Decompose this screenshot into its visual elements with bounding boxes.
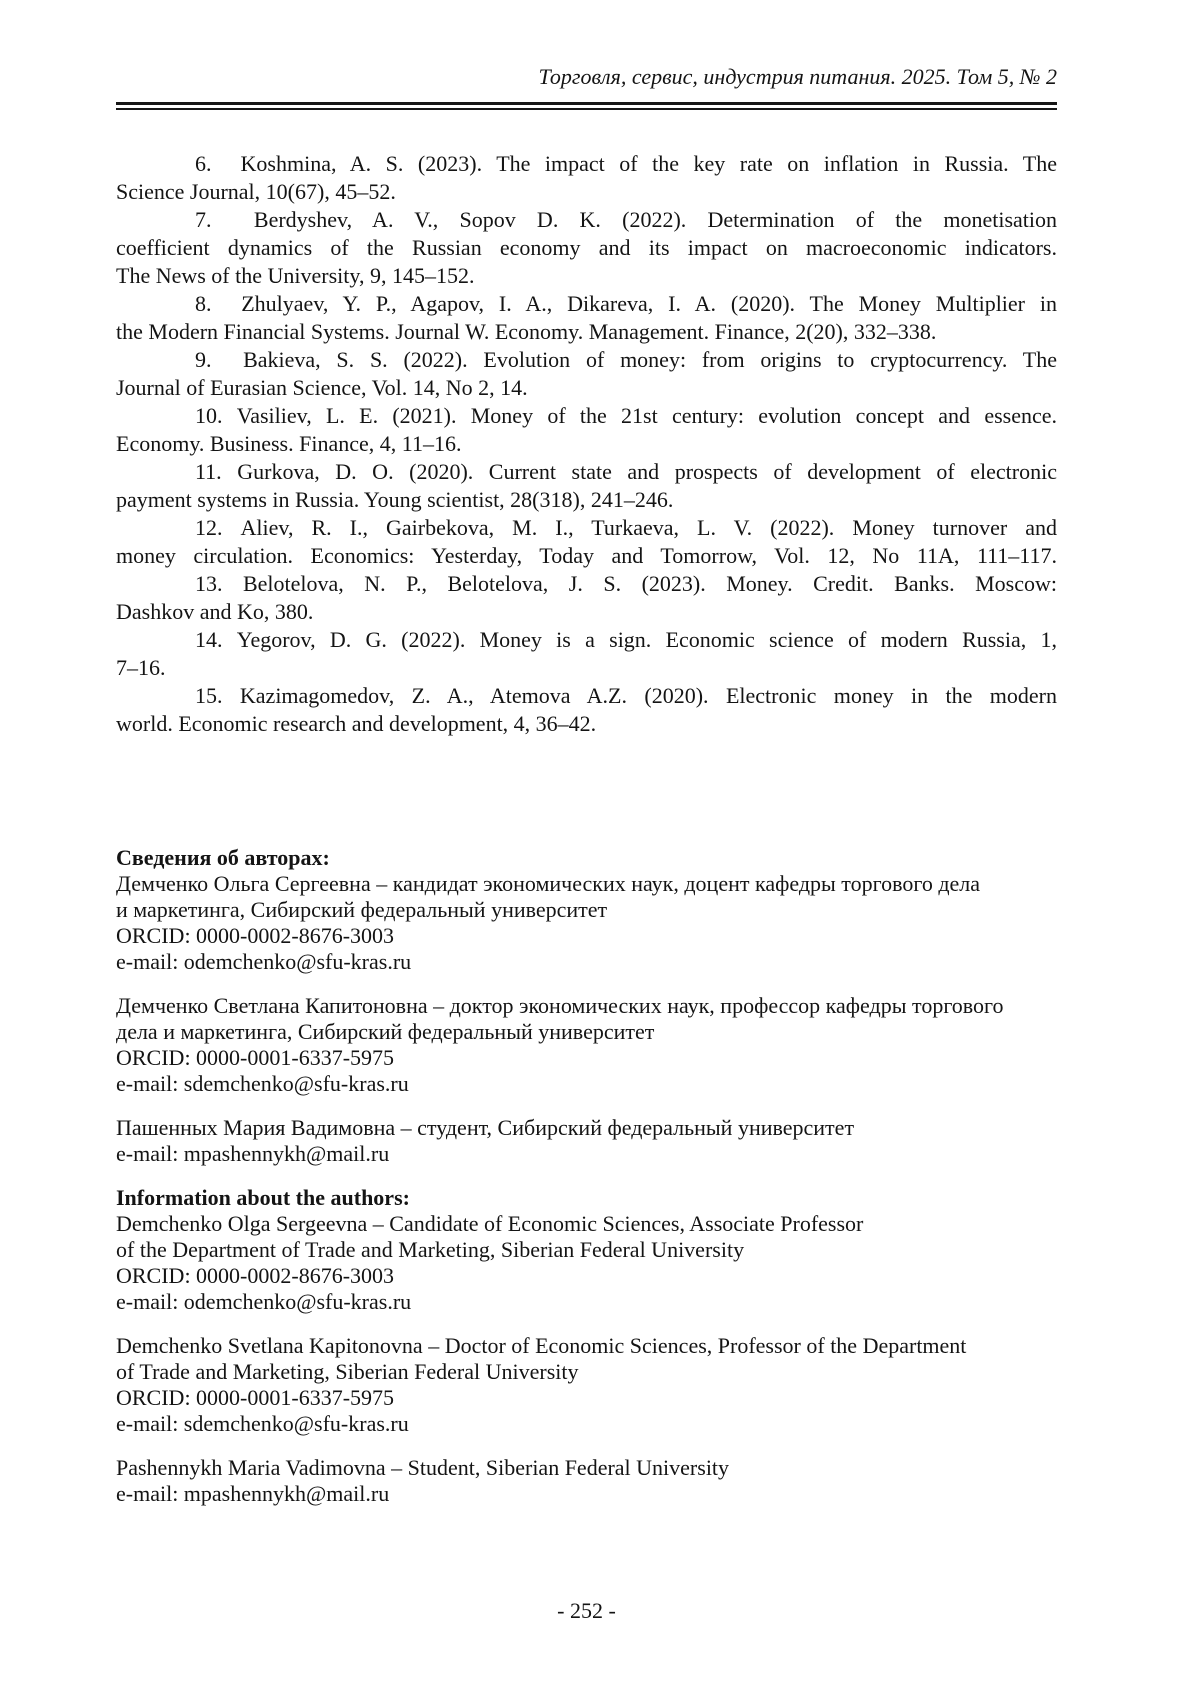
author-email: e-mail: odemchenko@sfu-kras.ru <box>116 949 412 974</box>
reference-item <box>116 402 1057 458</box>
reference-line: 11. Gurkova, D. O. (2020). Current state and prospects of development of electronic <box>195 459 1057 484</box>
author-info <box>116 871 1057 975</box>
reference-item <box>116 458 1057 514</box>
reference-line: 14. Yegorov, D. G. (2022). Money is a sign. Economic science of modern Russia, 1, <box>195 627 1057 652</box>
author-info <box>116 1115 1057 1167</box>
author-email: e-mail: sdemchenko@sfu-kras.ru <box>116 1071 409 1096</box>
reference-line: Journal of Eurasian Science, Vol. 14, No 2, 14. <box>116 375 528 400</box>
reference-item <box>116 682 1057 738</box>
author-email: e-mail: mpashennykh@mail.ru <box>116 1141 390 1166</box>
author-info <box>116 993 1057 1097</box>
reference-item <box>116 626 1057 682</box>
author-line: Демченко Светлана Капитоновна – доктор экономических наук, профессор кафедры торгового <box>116 993 1004 1018</box>
author-info <box>116 1211 1057 1315</box>
journal-title: Торговля, сервис, индустрия питания. 2025. Том 5, № 2 <box>538 64 1057 89</box>
reference-item <box>116 570 1057 626</box>
reference-line: 7. Berdyshev, A. V., Sopov D. K. (2022). Determination of the monetisation <box>195 207 1057 232</box>
reference-line: world. Economic research and development, 4, 36–42. <box>116 711 597 736</box>
header-rule <box>116 102 1057 110</box>
reference-line: Dashkov and Ko, 380. <box>116 599 314 624</box>
author-line: Пашенных Мария Вадимовна – студент, Сибирский федеральный университет <box>116 1115 855 1140</box>
authors-ru-heading: Сведения об авторах: <box>116 845 330 870</box>
reference-item <box>116 206 1057 290</box>
author-orcid: ORCID: 0000-0002-8676-3003 <box>116 1263 395 1288</box>
reference-line: 8. Zhulyaev, Y. P., Agapov, I. A., Dikareva, I. A. (2020). The Money Multiplier in <box>195 291 1057 316</box>
authors-section-ru <box>116 845 1057 1167</box>
running-header <box>116 64 1057 110</box>
author-line: Демченко Ольга Сергеевна – кандидат экономических наук, доцент кафедры торгового дела <box>116 871 981 896</box>
reference-line: The News of the University, 9, 145–152. <box>116 263 475 288</box>
reference-line: money circulation. Economics: Yesterday, Today and Tomorrow, Vol. 12, No 11A, 111–117. <box>116 543 1057 568</box>
reference-item <box>116 514 1057 570</box>
authors-en-heading: Information about the authors: <box>116 1185 410 1210</box>
reference-line: 12. Aliev, R. I., Gairbekova, M. I., Turkaeva, L. V. (2022). Money turnover and <box>195 515 1057 540</box>
reference-line: coefficient dynamics of the Russian economy and its impact on macroeconomic indicators. <box>116 235 1057 260</box>
reference-line: 15. Kazimagomedov, Z. A., Atemova A.Z. (2020). Electronic money in the modern <box>195 683 1057 708</box>
reference-line: the Modern Financial Systems. Journal W. Economy. Management. Finance, 2(20), 332–338. <box>116 319 937 344</box>
reference-item <box>116 150 1057 206</box>
reference-line: 13. Belotelova, N. P., Belotelova, J. S. (2023). Money. Credit. Banks. Moscow: <box>195 571 1057 596</box>
author-email: e-mail: odemchenko@sfu-kras.ru <box>116 1289 412 1314</box>
reference-line: Science Journal, 10(67), 45–52. <box>116 179 396 204</box>
reference-line: 9. Bakieva, S. S. (2022). Evolution of money: from origins to cryptocurrency. The <box>195 347 1057 372</box>
author-line: дела и маркетинга, Сибирский федеральный университет <box>116 1019 655 1044</box>
reference-item <box>116 290 1057 346</box>
page-number: - 252 - <box>557 1598 616 1623</box>
author-info <box>116 1455 1057 1507</box>
reference-line: Economy. Business. Finance, 4, 11–16. <box>116 431 462 456</box>
author-orcid: ORCID: 0000-0001-6337-5975 <box>116 1045 395 1070</box>
reference-line: payment systems in Russia. Young scientist, 28(318), 241–246. <box>116 487 674 512</box>
reference-item <box>116 346 1057 402</box>
author-line: Demchenko Svetlana Kapitonovna – Doctor of Economic Sciences, Professor of the Department <box>116 1333 967 1358</box>
reference-line: 7–16. <box>116 655 166 680</box>
author-line: Demchenko Olga Sergeevna – Candidate of Economic Sciences, Associate Professor <box>116 1211 864 1236</box>
author-line: of Trade and Marketing, Siberian Federal University <box>116 1359 579 1384</box>
authors-section-en <box>116 1185 1057 1507</box>
reference-line: 10. Vasiliev, L. E. (2021). Money of the 21st century: evolution concept and essence. <box>195 403 1057 428</box>
author-line: Pashennykh Maria Vadimovna – Student, Siberian Federal University <box>116 1455 730 1480</box>
author-info <box>116 1333 1057 1437</box>
author-email: e-mail: mpashennykh@mail.ru <box>116 1481 390 1506</box>
author-orcid: ORCID: 0000-0002-8676-3003 <box>116 923 395 948</box>
author-line: и маркетинга, Сибирский федеральный университет <box>116 897 608 922</box>
references-list <box>116 150 1057 738</box>
author-orcid: ORCID: 0000-0001-6337-5975 <box>116 1385 395 1410</box>
reference-line: 6. Koshmina, A. S. (2023). The impact of the key rate on inflation in Russia. The <box>195 151 1057 176</box>
author-line: of the Department of Trade and Marketing, Siberian Federal University <box>116 1237 745 1262</box>
author-email: e-mail: sdemchenko@sfu-kras.ru <box>116 1411 409 1436</box>
